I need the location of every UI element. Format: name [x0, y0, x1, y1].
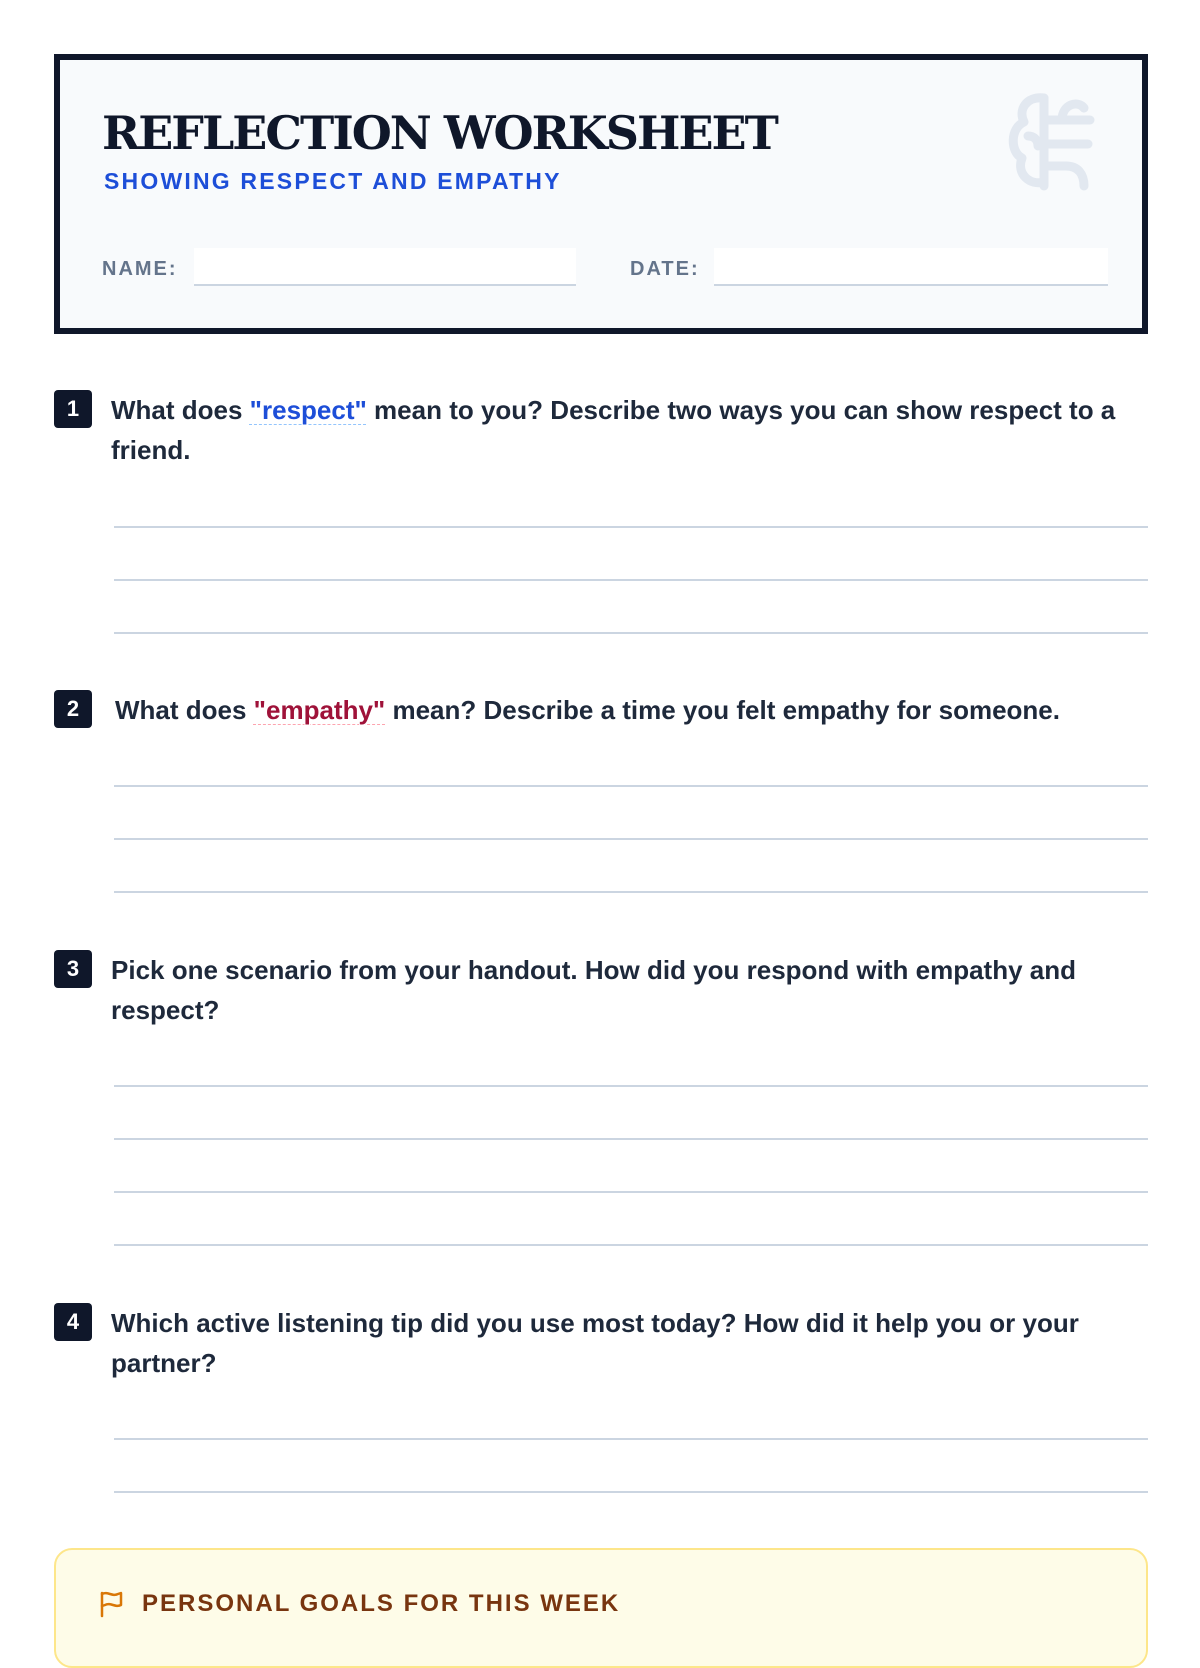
question-text — [115, 690, 1155, 730]
flag-icon — [98, 1590, 126, 1618]
question-number-badge: 3 — [54, 950, 92, 988]
question-text-part: mean to you? Describe two ways you can show respect to a friend. — [111, 395, 1116, 465]
answer-line[interactable] — [114, 785, 1148, 787]
answer-line[interactable] — [114, 632, 1148, 634]
question-number-badge: 4 — [54, 1303, 92, 1341]
answer-line[interactable] — [114, 579, 1148, 581]
answer-line[interactable] — [114, 838, 1148, 840]
answer-line[interactable] — [114, 1085, 1148, 1087]
keyword-empathy: "empathy" — [253, 695, 386, 725]
keyword-respect: "respect" — [249, 395, 367, 425]
page-title: REFLECTION WORKSHEET — [102, 106, 777, 160]
question-text: Which active listening tip did you use most today? How did it help you or your partner? — [111, 1308, 1079, 1378]
question-text-part: What does — [115, 695, 254, 725]
question-text — [111, 390, 1151, 470]
answer-line[interactable] — [114, 1438, 1148, 1440]
answer-line[interactable] — [114, 891, 1148, 893]
question-text: Pick one scenario from your handout. How did you respond with empathy and respect? — [111, 955, 1076, 1025]
answer-line[interactable] — [114, 1138, 1148, 1140]
answer-line[interactable] — [114, 1491, 1148, 1493]
answer-line[interactable] — [114, 1191, 1148, 1193]
name-label: NAME: — [102, 258, 178, 280]
answer-line[interactable] — [114, 1244, 1148, 1246]
goals-title: PERSONAL GOALS FOR THIS WEEK — [142, 1590, 621, 1617]
name-field[interactable] — [194, 248, 576, 286]
question-number-badge: 1 — [54, 390, 92, 428]
question-number-badge: 2 — [54, 690, 92, 728]
question-text-part: What does — [111, 395, 250, 425]
answer-line[interactable] — [114, 526, 1148, 528]
date-field[interactable] — [714, 248, 1108, 286]
question-text-part: mean? Describe a time you felt empathy for someone. — [385, 695, 1060, 725]
brain-icon — [1004, 90, 1104, 194]
personal-goals-box — [54, 1548, 1148, 1668]
worksheet-header — [54, 54, 1148, 334]
date-label: DATE: — [630, 258, 700, 280]
page-subtitle: SHOWING RESPECT AND EMPATHY — [104, 168, 562, 194]
